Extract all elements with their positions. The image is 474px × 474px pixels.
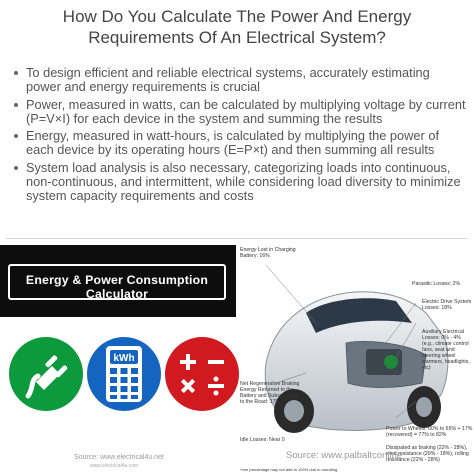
bullet-item	[14, 66, 466, 95]
label-parasitic-loss: Parasitic Losses: 2%	[412, 281, 461, 287]
label-power-to-wheels: Power to Wheels: 60% to 65% + 17% (recovered) = 77% to 82%	[386, 426, 473, 438]
bullet-text: Power, measured in watts, can be calculated by multiplying voltage by current (P=V×I) for each device in the system and summing the results	[26, 96, 466, 126]
label-regen-braking: Net Regenerative Braking Energy Returned to the Battery and Subsequently to the Road: 17%	[240, 381, 300, 405]
source-credit-left: Source: www.electrical4u.net	[74, 454, 164, 461]
bullet-item	[14, 129, 466, 158]
electric-car-diagram	[236, 243, 474, 474]
bullet-item	[14, 161, 466, 204]
bullet-dot	[14, 166, 18, 170]
label-idle-loss: Idle Losses: Near 0	[240, 437, 285, 443]
bullet-item	[14, 98, 466, 127]
plug-icon	[8, 336, 84, 412]
label-rounding-note: *one percentage may not add to 100% due to rounding	[240, 467, 338, 472]
calculator-display: kWh	[113, 353, 135, 364]
bullet-text: System load analysis is also necessary, categorizing loads into continuous, non-continuous, and intermittent, while considering load diversity to minimize system capacity requirements and costs	[26, 159, 461, 204]
math-operators-icon	[164, 336, 240, 412]
label-auxiliary-loss: Auxiliary Electrical Losses: 0% - 4% (e.g., climate control fans, seat and steering wheel warmers, headlights, etc)	[422, 329, 470, 371]
bullet-dot	[14, 134, 18, 138]
bullet-text: Energy, measured in watt-hours, is calculated by multiplying the power of each device by its operating hours (E=P×t) and then summing all results	[26, 128, 440, 158]
bullet-dot	[14, 103, 18, 107]
label-drive-loss: Electric Drive System Losses: 18%	[422, 299, 472, 311]
page-title: How Do You Calculate The Power And Energy Requirements Of An Electrical System?	[62, 7, 412, 47]
source-credit-right: Source: www.palbaltconline	[286, 450, 403, 461]
calculator-icon	[86, 336, 162, 412]
label-dissipated: Dissipated as braking (22% - 28%), wind resistance (29% - 18%), rolling resistance (22% - 28%)	[386, 445, 469, 463]
label-charging-loss: Energy Lost in Charging Battery: 16%	[240, 247, 296, 259]
bullet-dot	[14, 71, 18, 75]
bullet-list	[14, 66, 466, 207]
banner-title: Energy & Power Consumption Calculator	[25, 273, 209, 301]
bullet-text: To design efficient and reliable electrical systems, accurately estimating power and energy requirements is crucial	[26, 65, 430, 95]
calculator-banner	[0, 245, 236, 317]
section-divider	[6, 238, 468, 239]
source-credit-left-small: www.electrical4u.com	[90, 463, 139, 469]
